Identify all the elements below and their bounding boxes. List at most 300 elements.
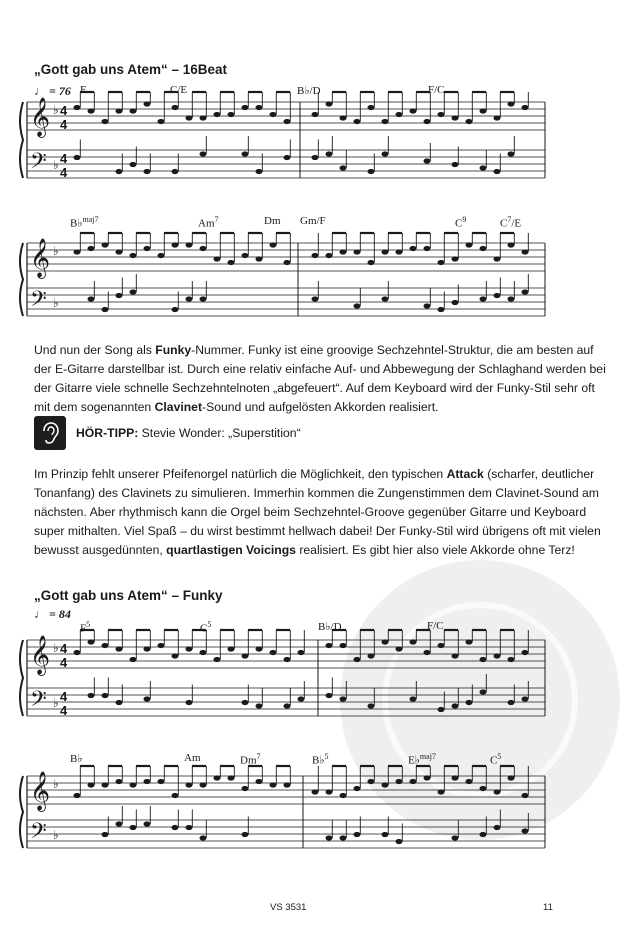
- time-signature: 4: [60, 689, 68, 704]
- note-head: [88, 246, 95, 251]
- note-head: [144, 101, 151, 106]
- tip-label: HÖR-TIPP:: [76, 426, 139, 440]
- note-head: [116, 700, 123, 705]
- note-head: [242, 786, 249, 791]
- time-signature: 4: [60, 641, 68, 656]
- note-head: [508, 700, 515, 705]
- note-head: [116, 108, 123, 113]
- note-head: [116, 821, 123, 826]
- note-head: [74, 249, 81, 254]
- note-head: [130, 108, 137, 113]
- treble-clef: 𝄞: [30, 97, 51, 137]
- chord-extension: 5: [497, 752, 502, 761]
- section-title-funky: „Gott gab uns Atem“ – Funky: [34, 588, 223, 603]
- note-head: [382, 296, 389, 301]
- flat-key-signature: ♭: [53, 828, 59, 842]
- note-head: [144, 646, 151, 651]
- note-head: [256, 105, 263, 110]
- flat-key-signature: ♭: [53, 244, 59, 258]
- note-head: [340, 696, 347, 701]
- note-head: [508, 101, 515, 106]
- note-head: [88, 108, 95, 113]
- note-head: [200, 296, 207, 301]
- chord-root: B♭: [70, 753, 83, 765]
- note-head: [186, 782, 193, 787]
- chord-root: C: [500, 217, 508, 230]
- text: realisiert. Es gibt hier also viele Akkorde ohne Terz!: [295, 543, 575, 557]
- note-head: [466, 700, 473, 705]
- note-head: [172, 825, 179, 830]
- bold-term: Attack: [446, 467, 484, 481]
- chord-root: B♭: [70, 217, 83, 230]
- time-signature: 4: [60, 165, 68, 180]
- note-head: [200, 835, 207, 840]
- flat-key-signature: ♭: [53, 296, 59, 310]
- note-head: [340, 115, 347, 120]
- note-head: [396, 249, 403, 254]
- chord-root: F: [80, 622, 87, 635]
- note-head: [242, 700, 249, 705]
- note-head: [144, 246, 151, 251]
- note-head: [368, 779, 375, 784]
- paragraph-clavinet: [34, 465, 614, 560]
- note-head: [494, 256, 501, 261]
- note-head: [102, 307, 109, 312]
- note-head: [508, 242, 515, 247]
- chord-root: Dm: [240, 754, 257, 767]
- note-head: [242, 151, 249, 156]
- note-head: [88, 693, 95, 698]
- note-head: [256, 256, 263, 261]
- chord-symbol: [198, 215, 219, 230]
- note-head: [382, 782, 389, 787]
- note-head: [382, 639, 389, 644]
- note-head: [368, 169, 375, 174]
- note-head: [214, 112, 221, 117]
- chord-root: C/E: [170, 84, 188, 96]
- note-head: [424, 303, 431, 308]
- note-head: [424, 775, 431, 780]
- chord-extension: 7: [507, 215, 512, 224]
- chord-symbol: [300, 215, 326, 227]
- text: Und nun der Song als: [34, 343, 156, 357]
- note-head: [522, 249, 529, 254]
- note-head: [256, 703, 263, 708]
- note-head: [130, 657, 137, 662]
- note-head: [452, 653, 459, 658]
- note-head: [284, 260, 291, 265]
- note-head: [214, 657, 221, 662]
- note-head: [284, 155, 291, 160]
- note-head: [340, 835, 347, 840]
- bold-term: Funky: [155, 343, 192, 357]
- chord-symbol: [184, 752, 201, 764]
- note-head: [144, 779, 151, 784]
- note-head: [200, 782, 207, 787]
- text: Im Prinzip fehlt unserer Pfeifenorgel natürlich die Möglichkeit, den typischen: [34, 467, 447, 481]
- note-head: [494, 825, 501, 830]
- note-head: [326, 789, 333, 794]
- tip-text: Stevie Wonder: „Superstition“: [138, 426, 301, 440]
- note-head: [312, 155, 319, 160]
- chord-symbol: [70, 752, 83, 765]
- note-head: [172, 307, 179, 312]
- note-head: [242, 105, 249, 110]
- note-head: [130, 782, 137, 787]
- note-head: [438, 307, 445, 312]
- note-head: [158, 253, 165, 258]
- chord-symbol: [200, 620, 211, 635]
- paragraph-funky-intro: [34, 341, 614, 417]
- note-head: [354, 119, 361, 124]
- note-head: [326, 835, 333, 840]
- note-head: [256, 779, 263, 784]
- note-head: [102, 242, 109, 247]
- note-head: [466, 119, 473, 124]
- note-head: [102, 782, 109, 787]
- chord-symbol: [318, 620, 342, 633]
- bold-term: quartlastigen Voicings: [166, 543, 296, 557]
- note-head: [158, 779, 165, 784]
- chord-symbol: [80, 620, 90, 635]
- text: -Nummer. Funky ist eine groovige Sechzehntel-Struktur, die am besten auf der E-Gitarre darstellbar ist. Durch eine relativ einfache Auf- und Abbewegung der Schlaghand werden bei der Gitarre viele schnelle Sechzehntelnoten „abgefeuert“. Auf dem Keyboard wird der Funky-Stil sehr oft mit dem sogenannten: [34, 343, 606, 414]
- note-head: [326, 693, 333, 698]
- note-head: [144, 169, 151, 174]
- note-head: [424, 158, 431, 163]
- note-head: [410, 639, 417, 644]
- note-head: [396, 779, 403, 784]
- note-head: [452, 835, 459, 840]
- section-title-16beat: „Gott gab uns Atem“ – 16Beat: [34, 62, 228, 77]
- chord-root: F/C: [428, 84, 445, 96]
- note-head: [424, 650, 431, 655]
- note-head: [172, 793, 179, 798]
- note-head: [270, 112, 277, 117]
- bass-clef: 𝄢: [30, 687, 47, 717]
- chord-symbol: [70, 215, 99, 230]
- note-head: [508, 775, 515, 780]
- chord-symbol: [490, 752, 501, 767]
- chord-extension: 7: [256, 752, 261, 761]
- note-head: [438, 112, 445, 117]
- note-head: [340, 165, 347, 170]
- note-head: [522, 828, 529, 833]
- note-head: [284, 657, 291, 662]
- note-head: [466, 639, 473, 644]
- note-head: [228, 775, 235, 780]
- chord-root: C: [455, 217, 463, 230]
- page-number: 11: [543, 902, 553, 913]
- note-head: [130, 825, 137, 830]
- note-head: [228, 112, 235, 117]
- note-head: [186, 115, 193, 120]
- note-head: [172, 242, 179, 247]
- note-head: [326, 643, 333, 648]
- note-head: [480, 786, 487, 791]
- note-head: [452, 162, 459, 167]
- bass-clef: 𝄢: [30, 287, 47, 317]
- note-head: [242, 832, 249, 837]
- chord-extension: maj7: [419, 752, 436, 761]
- chord-symbol: [428, 84, 445, 96]
- note-head: [410, 246, 417, 251]
- chord-root: E♭: [408, 754, 420, 767]
- note-head: [214, 775, 221, 780]
- note-head: [200, 246, 207, 251]
- note-head: [368, 105, 375, 110]
- note-head: [410, 779, 417, 784]
- note-head: [508, 296, 515, 301]
- note-head: [452, 703, 459, 708]
- note-head: [186, 825, 193, 830]
- flat-key-signature: ♭: [53, 777, 59, 791]
- note-head: [424, 246, 431, 251]
- note-head: [172, 653, 179, 658]
- note-head: [368, 260, 375, 265]
- note-head: [326, 151, 333, 156]
- note-head: [382, 832, 389, 837]
- note-head: [480, 657, 487, 662]
- tempo-marking: ♩ = 84: [34, 607, 71, 621]
- note-head: [438, 707, 445, 712]
- note-head: [452, 775, 459, 780]
- chord-root: F: [80, 84, 87, 96]
- note-head: [186, 242, 193, 247]
- brace: [20, 776, 23, 848]
- note-head: [382, 119, 389, 124]
- note-head: [480, 165, 487, 170]
- note-head: [228, 646, 235, 651]
- note-head: [340, 643, 347, 648]
- note-head: [116, 249, 123, 254]
- note-head: [438, 643, 445, 648]
- note-head: [256, 646, 263, 651]
- note-head: [270, 650, 277, 655]
- note-head: [130, 253, 137, 258]
- note-head: [410, 696, 417, 701]
- note-head: [312, 296, 319, 301]
- note-head: [340, 249, 347, 254]
- brace: [20, 102, 23, 178]
- note-head: [494, 789, 501, 794]
- time-signature: 4: [60, 703, 68, 718]
- note-head: [200, 115, 207, 120]
- chord-symbol: [297, 84, 321, 97]
- time-signature: 4: [60, 103, 68, 118]
- chord-root: B♭/D: [318, 621, 342, 633]
- note-head: [130, 289, 137, 294]
- chord-symbol: [427, 620, 444, 632]
- note-head: [242, 253, 249, 258]
- note-head: [228, 260, 235, 265]
- note-head: [74, 155, 81, 160]
- time-signature: 4: [60, 117, 68, 132]
- note-head: [410, 108, 417, 113]
- chord-root: C: [200, 622, 208, 635]
- chord-root: F/C: [427, 620, 444, 632]
- note-head: [116, 779, 123, 784]
- note-head: [172, 105, 179, 110]
- note-head: [382, 249, 389, 254]
- note-head: [326, 101, 333, 106]
- note-head: [354, 303, 361, 308]
- flat-key-signature: ♭: [53, 696, 59, 710]
- note-head: [494, 293, 501, 298]
- note-head: [256, 169, 263, 174]
- note-head: [284, 703, 291, 708]
- chord-bass: /E: [511, 217, 522, 230]
- note-head: [354, 786, 361, 791]
- note-head: [382, 151, 389, 156]
- note-head: [480, 689, 487, 694]
- tempo-marking: ♩ = 76: [34, 84, 71, 98]
- chord-symbol: [312, 752, 329, 767]
- note-head: [186, 646, 193, 651]
- note-head: [102, 832, 109, 837]
- time-signature: 4: [60, 655, 68, 670]
- chord-root: B♭/D: [297, 85, 321, 97]
- note-head: [116, 646, 123, 651]
- note-head: [186, 700, 193, 705]
- note-head: [284, 782, 291, 787]
- note-head: [522, 105, 529, 110]
- note-head: [396, 646, 403, 651]
- chord-root: B♭: [312, 754, 325, 767]
- note-head: [494, 653, 501, 658]
- note-head: [88, 782, 95, 787]
- note-head: [270, 782, 277, 787]
- note-head: [144, 821, 151, 826]
- note-head: [424, 119, 431, 124]
- treble-clef: 𝄞: [30, 238, 51, 278]
- chord-root: Gm/F: [300, 215, 326, 227]
- chord-root: Am: [198, 217, 215, 230]
- note-head: [508, 151, 515, 156]
- note-head: [102, 693, 109, 698]
- note-head: [284, 119, 291, 124]
- chord-root: Dm: [264, 215, 281, 227]
- note-head: [368, 703, 375, 708]
- note-head: [130, 162, 137, 167]
- chord-symbol: [80, 84, 86, 96]
- bass-clef: 𝄢: [30, 149, 47, 179]
- note-head: [326, 253, 333, 258]
- note-head: [270, 242, 277, 247]
- chord-root: Am: [184, 752, 201, 764]
- chord-symbol: [240, 752, 261, 767]
- note-head: [354, 249, 361, 254]
- note-head: [312, 253, 319, 258]
- time-signature: 4: [60, 151, 68, 166]
- chord-symbol: [264, 215, 281, 227]
- note-head: [354, 832, 361, 837]
- catalog-number: VS 3531: [270, 902, 307, 913]
- flat-key-signature: ♭: [53, 103, 59, 117]
- chord-symbol: [170, 84, 187, 96]
- treble-clef: 𝄞: [30, 771, 51, 811]
- chord-extension: 5: [324, 752, 329, 761]
- treble-clef: 𝄞: [30, 635, 51, 675]
- note-head: [480, 832, 487, 837]
- brace: [20, 243, 23, 316]
- note-head: [508, 657, 515, 662]
- note-head: [438, 789, 445, 794]
- note-head: [144, 696, 151, 701]
- listening-tip: [34, 416, 301, 450]
- note-head: [396, 112, 403, 117]
- note-head: [74, 105, 81, 110]
- text: (scharfer, deutlicher Tonanfang) des Clavinets zu simulieren. Immerhin kommen die Zungenstimmen dem Clavinet-Sound am nächsten. Aber rhythmisch kann die Orgel beim Sechzehntel-Groove gegenüber Gitarre und Keyboard super mithalten. Viel Spaß – du wirst bestimmt hellwach dabei! Der Funky-Stil wird übrigens oft mit vielen bewusst ausgedünnten,: [34, 467, 601, 557]
- note-head: [466, 242, 473, 247]
- note-head: [88, 296, 95, 301]
- note-head: [88, 639, 95, 644]
- note-head: [200, 650, 207, 655]
- note-head: [158, 643, 165, 648]
- note-head: [494, 169, 501, 174]
- note-head: [522, 650, 529, 655]
- note-head: [242, 653, 249, 658]
- note-head: [466, 779, 473, 784]
- note-head: [200, 151, 207, 156]
- note-head: [172, 169, 179, 174]
- note-head: [116, 293, 123, 298]
- note-head: [480, 296, 487, 301]
- chord-extension: 9: [462, 215, 467, 224]
- text: -Sound und aufgelösten Akkorden realisiert.: [202, 400, 439, 414]
- note-head: [522, 793, 529, 798]
- note-head: [452, 300, 459, 305]
- note-head: [396, 839, 403, 844]
- chord-extension: maj7: [82, 215, 99, 224]
- bold-term: Clavinet: [154, 400, 203, 414]
- note-head: [480, 108, 487, 113]
- chord-root: C: [490, 754, 498, 767]
- note-head: [102, 643, 109, 648]
- note-head: [522, 696, 529, 701]
- note-head: [298, 696, 305, 701]
- note-head: [368, 653, 375, 658]
- note-head: [312, 112, 319, 117]
- note-head: [74, 793, 81, 798]
- brace: [20, 640, 23, 716]
- note-head: [298, 650, 305, 655]
- note-head: [74, 650, 81, 655]
- note-head: [480, 246, 487, 251]
- note-head: [102, 119, 109, 124]
- ear-icon: [34, 416, 66, 450]
- chord-symbol: [500, 215, 521, 230]
- note-head: [340, 793, 347, 798]
- note-head: [186, 296, 193, 301]
- chord-extension: 5: [86, 620, 91, 629]
- chord-symbol: [408, 752, 436, 767]
- note-head: [214, 256, 221, 261]
- bass-clef: 𝄢: [30, 819, 47, 849]
- note-head: [354, 657, 361, 662]
- note-head: [522, 289, 529, 294]
- chord-extension: 5: [207, 620, 212, 629]
- flat-key-signature: ♭: [53, 641, 59, 655]
- note-head: [452, 256, 459, 261]
- note-head: [452, 115, 459, 120]
- chord-symbol: [455, 215, 466, 230]
- note-head: [494, 115, 501, 120]
- note-head: [438, 260, 445, 265]
- flat-key-signature: ♭: [53, 158, 59, 172]
- chord-extension: 7: [214, 215, 219, 224]
- note-head: [312, 789, 319, 794]
- note-head: [116, 169, 123, 174]
